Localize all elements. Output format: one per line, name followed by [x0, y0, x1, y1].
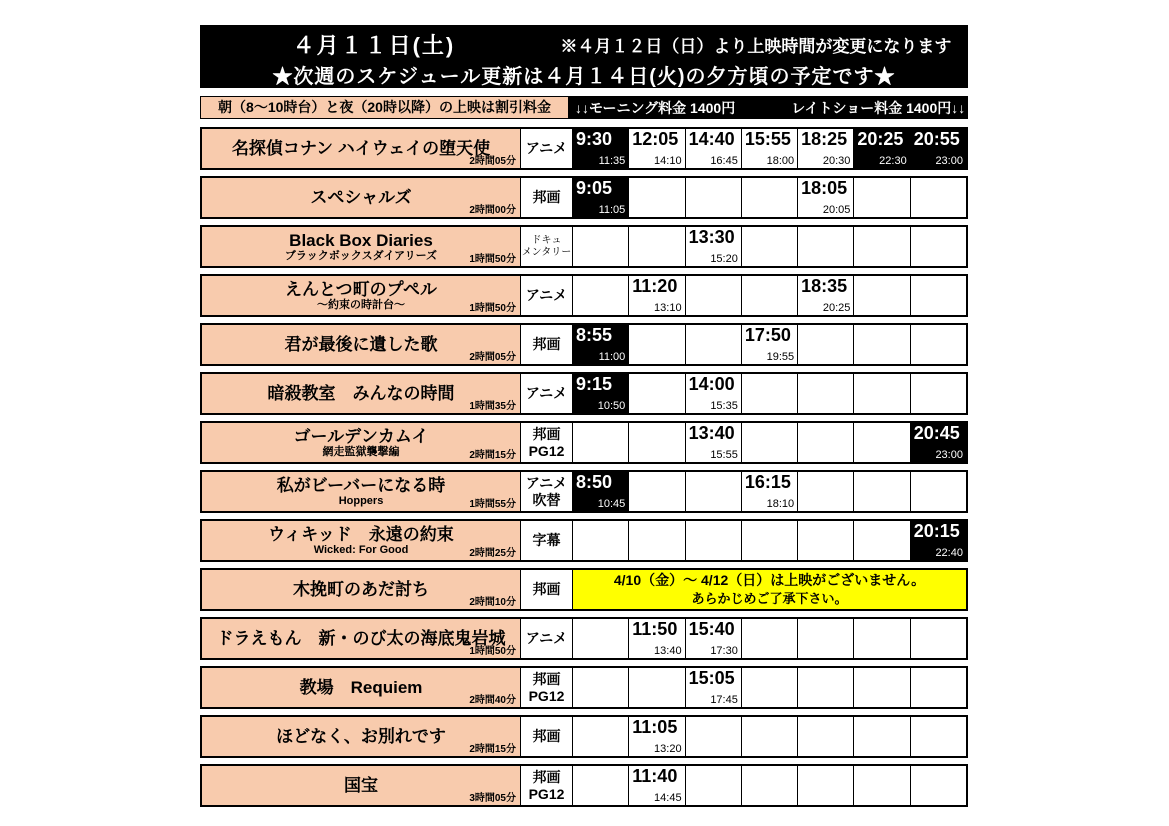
- showtime-cell: [741, 374, 797, 413]
- showtime-start: 11:50: [632, 619, 678, 639]
- movie-category-line: 吹替: [532, 491, 561, 508]
- showtime-end: 22:40: [935, 547, 963, 559]
- showtime-cell: [685, 129, 741, 168]
- showtime-cell: [628, 276, 684, 315]
- showtime-cell: [741, 129, 797, 168]
- time-change-notice: ※４月１２日（日）より上映時間が変更になります: [560, 37, 952, 56]
- showtime-start: 16:15: [744, 472, 791, 492]
- showtime-start: 18:35: [801, 276, 848, 296]
- showtime-cell: [572, 129, 628, 168]
- movie-duration: 2時間05分: [469, 155, 516, 167]
- movie-title: Black Box Diaries: [289, 230, 433, 250]
- movie-row: [200, 764, 968, 807]
- showtime-start: 11:05: [632, 717, 678, 737]
- showtime-cell: [741, 668, 797, 707]
- showtime-cell: [572, 227, 628, 266]
- movie-row: [200, 617, 968, 660]
- pricing-bar: [200, 96, 968, 119]
- schedule-date: ４月１１日(土): [292, 33, 456, 58]
- movie-title: ほどなく、お別れです: [276, 726, 446, 746]
- showtime-cell: [628, 521, 684, 560]
- showtime-end: 19:55: [766, 351, 795, 363]
- showtime-cell: [685, 619, 741, 658]
- movie-title: 君が最後に遺した歌: [284, 334, 438, 354]
- movie-duration: 2時間40分: [469, 694, 516, 706]
- movie-row: [200, 225, 968, 268]
- showtime-cell: [741, 423, 797, 462]
- showtime-cell: [853, 668, 909, 707]
- movie-duration: 1時間55分: [469, 498, 516, 510]
- showtime-cell: [628, 766, 684, 805]
- movie-title-cell: [202, 521, 520, 560]
- showtime-cell: [628, 472, 684, 511]
- showtime-cell: [797, 717, 853, 756]
- showtime-start: 8:50: [576, 472, 613, 492]
- movie-duration: 2時間25分: [469, 547, 516, 559]
- showtime-start: 13:30: [688, 227, 735, 247]
- showtime-cell: [910, 325, 966, 364]
- movie-category: [520, 570, 572, 609]
- movie-title-cell: [202, 423, 520, 462]
- showtime-start: 9:15: [576, 374, 613, 394]
- showtime-end: 23:00: [935, 155, 963, 167]
- showtime-cell: [910, 178, 966, 217]
- showtime-cell: [685, 668, 741, 707]
- header-line1: [202, 29, 966, 60]
- showtime-end: 13:20: [654, 743, 682, 755]
- showtime-start: 9:05: [576, 178, 613, 198]
- movie-category-line: PG12: [528, 442, 565, 459]
- showtime-cell: [853, 227, 909, 266]
- showtime-cell: [741, 717, 797, 756]
- movie-row: [200, 372, 968, 415]
- movie-category: [520, 619, 572, 658]
- movie-category-line: 邦画: [532, 769, 561, 786]
- movie-duration: 1時間50分: [469, 253, 516, 265]
- showtime-start: 18:05: [801, 178, 848, 198]
- movie-title: スペシャルズ: [310, 187, 412, 207]
- showtime-cell: [797, 766, 853, 805]
- movie-category: [520, 325, 572, 364]
- movie-category-line: 邦画: [532, 189, 561, 206]
- movie-title: 名探偵コナン ハイウェイの堕天使: [231, 138, 491, 158]
- movie-category: [520, 227, 572, 266]
- movie-title-cell: [202, 227, 520, 266]
- header-banner: [200, 25, 968, 88]
- late-show-price: レイトショー料金 1400円↓↓: [791, 99, 966, 116]
- showtime-cell: [910, 374, 966, 413]
- movie-row: [200, 274, 968, 317]
- discount-note: 朝（8～10時台）と夜（20時以降）の上映は割引料金: [201, 97, 570, 118]
- movie-title: 国宝: [344, 775, 378, 795]
- showtime-start: 12:05: [632, 129, 679, 149]
- showtime-start: 20:45: [913, 423, 960, 443]
- movie-title: 私がビーバーになる時: [276, 475, 446, 495]
- showtime-cell: [797, 521, 853, 560]
- showtime-cell: [797, 374, 853, 413]
- movie-category-line: 邦画: [532, 671, 561, 688]
- movie-duration: 2時間00分: [469, 204, 516, 216]
- movie-title: 木挽町のあだ討ち: [293, 579, 429, 599]
- showtime-cell: [628, 374, 684, 413]
- showtime-end: 13:10: [654, 302, 682, 314]
- showtime-cell: [853, 374, 909, 413]
- showtime-cell: [741, 178, 797, 217]
- showtime-start: 15:05: [688, 668, 735, 688]
- showtime-cell: [628, 423, 684, 462]
- movie-subtitle: 網走監獄襲撃編: [322, 445, 400, 458]
- movie-category: [520, 766, 572, 805]
- showtime-cell: [741, 227, 797, 266]
- schedule-sheet: [200, 25, 968, 813]
- schedule-rows: [200, 127, 968, 807]
- movie-title: ドラえもん 新・のび太の海底鬼岩城: [216, 628, 506, 648]
- movie-subtitle: Wicked: For Good: [313, 543, 409, 556]
- no-screening-notice: [572, 570, 966, 609]
- showtime-cell: [685, 521, 741, 560]
- showtime-cell: [572, 766, 628, 805]
- movie-category-line: 邦画: [532, 581, 561, 598]
- movie-duration: 3時間05分: [469, 792, 516, 804]
- showtime-cell: [741, 325, 797, 364]
- showtime-cell: [797, 668, 853, 707]
- movie-category-line: アニメ: [525, 385, 568, 402]
- showtime-cell: [628, 619, 684, 658]
- movie-row: [200, 470, 968, 513]
- showtime-cell: [572, 619, 628, 658]
- showtime-cell: [572, 178, 628, 217]
- showtime-cell: [910, 423, 966, 462]
- showtime-start: 11:20: [632, 276, 678, 296]
- movie-subtitle: ～約束の時計台～: [317, 298, 405, 311]
- movie-duration: 1時間50分: [469, 302, 516, 314]
- showtime-end: 10:50: [597, 400, 626, 412]
- movie-duration: 1時間50分: [469, 645, 516, 657]
- pricing-values: [570, 97, 967, 118]
- showtime-start: 11:40: [632, 766, 678, 786]
- movie-title-cell: [202, 766, 520, 805]
- showtime-cell: [628, 717, 684, 756]
- movie-duration: 1時間35分: [469, 400, 516, 412]
- morning-price: ↓↓モーニング料金 1400円: [575, 99, 736, 116]
- movie-title-cell: [202, 717, 520, 756]
- showtime-start: 18:25: [801, 129, 848, 149]
- showtime-cell: [685, 374, 741, 413]
- showtime-cell: [910, 619, 966, 658]
- showtime-end: 18:00: [766, 155, 795, 167]
- movie-title-cell: [202, 619, 520, 658]
- showtime-start: 20:55: [913, 129, 960, 149]
- showtime-cell: [685, 276, 741, 315]
- movie-category-line: 邦画: [532, 426, 561, 443]
- movie-duration: 2時間15分: [469, 743, 516, 755]
- movie-category-line: 邦画: [532, 336, 561, 353]
- showtime-end: 10:45: [597, 498, 626, 510]
- movie-row: [200, 323, 968, 366]
- showtime-end: 20:05: [822, 204, 851, 216]
- showtime-cell: [797, 423, 853, 462]
- showtime-cell: [685, 227, 741, 266]
- showtime-cell: [741, 766, 797, 805]
- movie-category: [520, 129, 572, 168]
- showtime-cell: [685, 423, 741, 462]
- showtime-start: 15:40: [688, 619, 735, 639]
- showtime-cell: [853, 521, 909, 560]
- movie-category: [520, 668, 572, 707]
- showtime-cell: [741, 619, 797, 658]
- showtime-end: 14:10: [654, 155, 682, 167]
- showtime-end: 20:30: [822, 155, 851, 167]
- movie-title-cell: [202, 472, 520, 511]
- showtime-cell: [628, 178, 684, 217]
- showtime-cell: [628, 129, 684, 168]
- movie-category: [520, 423, 572, 462]
- showtime-cell: [853, 766, 909, 805]
- movie-category: [520, 374, 572, 413]
- showtime-cell: [853, 423, 909, 462]
- showtime-end: 11:35: [598, 155, 626, 167]
- movie-category: [520, 276, 572, 315]
- showtime-end: 16:45: [710, 155, 738, 167]
- showtime-end: 11:05: [598, 204, 626, 216]
- showtime-cell: [741, 276, 797, 315]
- movie-title: えんとつ町のプペル: [285, 279, 437, 299]
- movie-category: [520, 717, 572, 756]
- showtime-start: 15:55: [744, 129, 791, 149]
- showtime-start: 13:40: [688, 423, 735, 443]
- showtime-cell: [572, 472, 628, 511]
- movie-title-cell: [202, 325, 520, 364]
- showtime-start: 17:50: [744, 325, 791, 345]
- showtime-cell: [572, 374, 628, 413]
- showtime-cell: [797, 276, 853, 315]
- showtime-cell: [685, 325, 741, 364]
- showtime-cell: [741, 472, 797, 511]
- showtime-start: 20:15: [913, 521, 960, 541]
- movie-row: [200, 421, 968, 464]
- showtime-cell: [853, 325, 909, 364]
- showtime-cell: [910, 129, 966, 168]
- showtime-cell: [628, 668, 684, 707]
- movie-duration: 2時間15分: [469, 449, 516, 461]
- movie-title-cell: [202, 276, 520, 315]
- movie-row: [200, 568, 968, 611]
- movie-title-cell: [202, 178, 520, 217]
- movie-category-line: メンタリー: [521, 246, 572, 258]
- showtime-end: 15:35: [710, 400, 738, 412]
- showtime-end: 17:30: [710, 645, 738, 657]
- movie-title-cell: [202, 570, 520, 609]
- showtime-cell: [797, 472, 853, 511]
- showtime-end: 15:20: [710, 253, 738, 265]
- movie-row: [200, 519, 968, 562]
- movie-title: 教場 Requiem: [299, 677, 423, 697]
- showtime-cell: [853, 129, 909, 168]
- showtime-cell: [797, 227, 853, 266]
- movie-row: [200, 715, 968, 758]
- showtime-end: 15:55: [710, 449, 738, 461]
- showtime-cell: [853, 717, 909, 756]
- movie-category-line: アニメ: [525, 287, 568, 304]
- showtime-end: 13:40: [654, 645, 682, 657]
- showtime-start: 9:30: [576, 129, 613, 149]
- showtime-start: 20:25: [857, 129, 904, 149]
- showtime-cell: [572, 521, 628, 560]
- movie-row: [200, 127, 968, 170]
- showtime-cell: [910, 717, 966, 756]
- showtime-cell: [910, 472, 966, 511]
- showtime-cell: [797, 129, 853, 168]
- showtime-cell: [628, 227, 684, 266]
- movie-category-line: アニメ: [525, 630, 568, 647]
- movie-category-line: アニメ: [525, 475, 568, 492]
- showtime-start: 8:55: [576, 325, 613, 345]
- showtime-cell: [910, 521, 966, 560]
- showtime-cell: [853, 276, 909, 315]
- movie-row: [200, 666, 968, 709]
- showtime-end: 18:10: [766, 498, 795, 510]
- showtime-cell: [910, 668, 966, 707]
- showtime-cell: [628, 325, 684, 364]
- showtime-cell: [572, 423, 628, 462]
- movie-category-line: 字幕: [532, 532, 561, 549]
- showtime-cell: [572, 276, 628, 315]
- showtime-cell: [572, 717, 628, 756]
- movie-subtitle: ブラックボックスダイアリーズ: [284, 249, 438, 262]
- showtime-cell: [572, 668, 628, 707]
- showtime-cell: [853, 472, 909, 511]
- movie-category: [520, 178, 572, 217]
- showtime-cell: [797, 325, 853, 364]
- showtime-start: 14:40: [688, 129, 735, 149]
- showtime-end: 14:45: [654, 792, 682, 804]
- showtime-cell: [685, 178, 741, 217]
- movie-duration: 2時間05分: [469, 351, 516, 363]
- movie-category-line: 邦画: [532, 728, 561, 745]
- showtime-cell: [797, 178, 853, 217]
- showtime-end: 22:30: [879, 155, 907, 167]
- movie-title: ウィキッド 永遠の約束: [268, 524, 454, 544]
- movie-title-cell: [202, 129, 520, 168]
- movie-category-line: PG12: [528, 785, 565, 802]
- showtime-end: 11:00: [598, 351, 626, 363]
- movie-subtitle: Hoppers: [338, 494, 384, 507]
- movie-category: [520, 521, 572, 560]
- showtime-cell: [853, 178, 909, 217]
- notice-line2: あらかじめご了承下さい。: [691, 591, 848, 607]
- movie-title-cell: [202, 668, 520, 707]
- showtime-cell: [910, 766, 966, 805]
- showtime-cell: [685, 717, 741, 756]
- showtime-cell: [910, 227, 966, 266]
- showtime-cell: [853, 619, 909, 658]
- showtime-cell: [741, 521, 797, 560]
- next-update-notice: ★次週のスケジュール更新は４月１４日(火)の夕方頃の予定です★: [272, 66, 896, 88]
- showtime-cell: [685, 472, 741, 511]
- movie-duration: 2時間10分: [469, 596, 516, 608]
- showtime-cell: [572, 325, 628, 364]
- movie-row: [200, 176, 968, 219]
- showtime-end: 20:25: [822, 302, 851, 314]
- movie-category-line: PG12: [528, 687, 565, 704]
- movie-category: [520, 472, 572, 511]
- notice-line1: 4/10（金）～ 4/12（日）は上映がございません。: [613, 571, 926, 588]
- movie-title-cell: [202, 374, 520, 413]
- showtime-end: 23:00: [935, 449, 963, 461]
- movie-category-line: アニメ: [525, 140, 568, 157]
- showtime-cell: [910, 276, 966, 315]
- showtime-start: 14:00: [688, 374, 735, 394]
- movie-title: ゴールデンカムイ: [293, 426, 429, 446]
- movie-title: 暗殺教室 みんなの時間: [267, 383, 455, 403]
- movie-category-line: ドキュ: [531, 235, 562, 246]
- showtime-end: 17:45: [710, 694, 738, 706]
- showtime-cell: [685, 766, 741, 805]
- showtime-cell: [797, 619, 853, 658]
